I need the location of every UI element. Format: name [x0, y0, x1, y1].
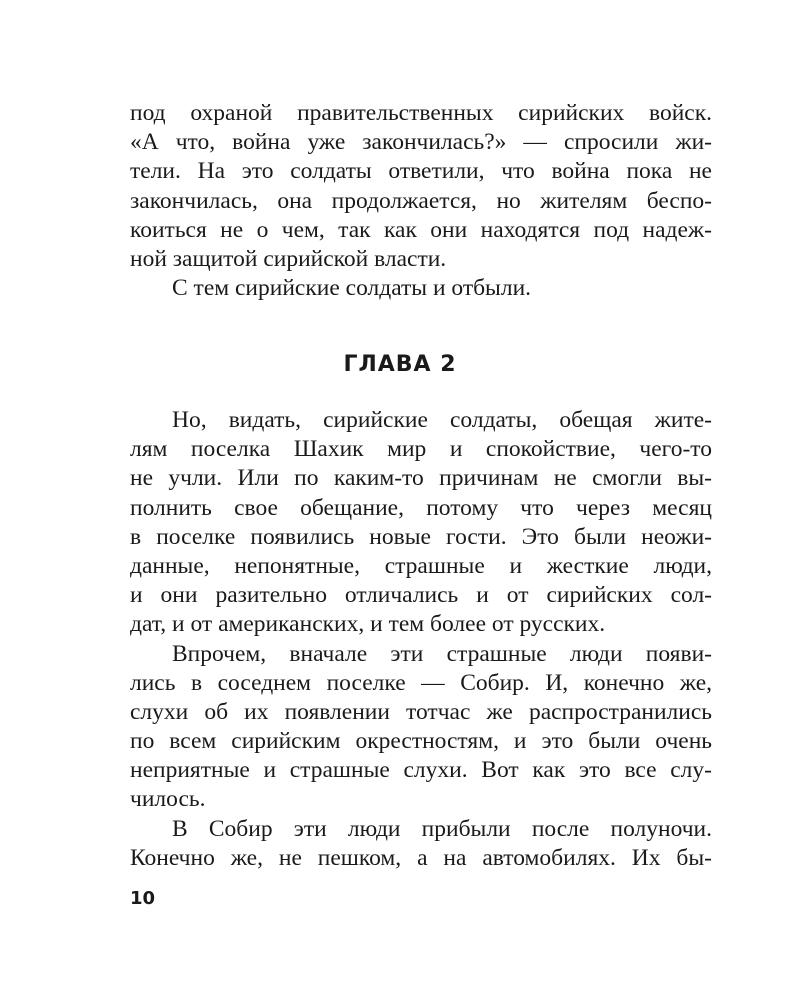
text-line: полнить свое обещание, потому что через месяц [130, 494, 712, 521]
text-line: в поселке появились новые гости. Это были неожи- [130, 523, 712, 550]
text-line: С тем сирийские солдаты и отбыли. [172, 275, 532, 302]
text-line: данные, непонятные, страшные и жесткие люди, [130, 552, 712, 579]
text-line: Но, видать, сирийские солдаты, обещая жите- [172, 407, 712, 433]
text-line: тели. На это солдаты ответили, что война пока не [130, 158, 712, 185]
text-line: под охраной правительственных сирийских войск. [130, 100, 712, 126]
text-line: ной защитой сирийской власти. [130, 245, 447, 272]
text-line: лям поселка Шахик мир и спокойствие, чего-то [130, 436, 712, 463]
text-line: и они разительно отличались и от сирийских сол- [130, 582, 712, 609]
text-line: лись в соседнем поселке — Собир. И, конечно же, [130, 669, 712, 696]
text-line: коиться не о чем, так как они находятся под надеж- [130, 216, 712, 243]
chapter-title: ГЛАВА 2 [343, 352, 457, 377]
paragraph-block-main [130, 406, 712, 873]
paragraph-block-top [130, 99, 712, 303]
text-line: закончилась, она продолжается, но жителям беспо- [130, 187, 712, 214]
page-number: 10 [130, 888, 156, 909]
text-line: Конечно же, не пешком, а на автомобилях. Их бы- [130, 844, 712, 871]
text-line: чилось. [130, 786, 206, 813]
text-line: по всем сирийским окрестностям, и это были очень [130, 728, 712, 755]
text-line: слухи об их появлении тотчас же распространились [130, 698, 712, 725]
text-line: дат, и от американских, и тем более от русских. [130, 611, 606, 638]
text-line: В Собир эти люди прибыли после полуночи. [172, 815, 712, 842]
text-line: Впрочем, вначале эти страшные люди появи- [172, 640, 712, 667]
text-line: не учли. Или по каким-то причинам не смогли вы- [130, 465, 712, 492]
text-line: «А что, война уже закончилась?» — спросили жи- [130, 129, 712, 156]
text-line: неприятные и страшные слухи. Вот как это все слу- [130, 757, 712, 784]
